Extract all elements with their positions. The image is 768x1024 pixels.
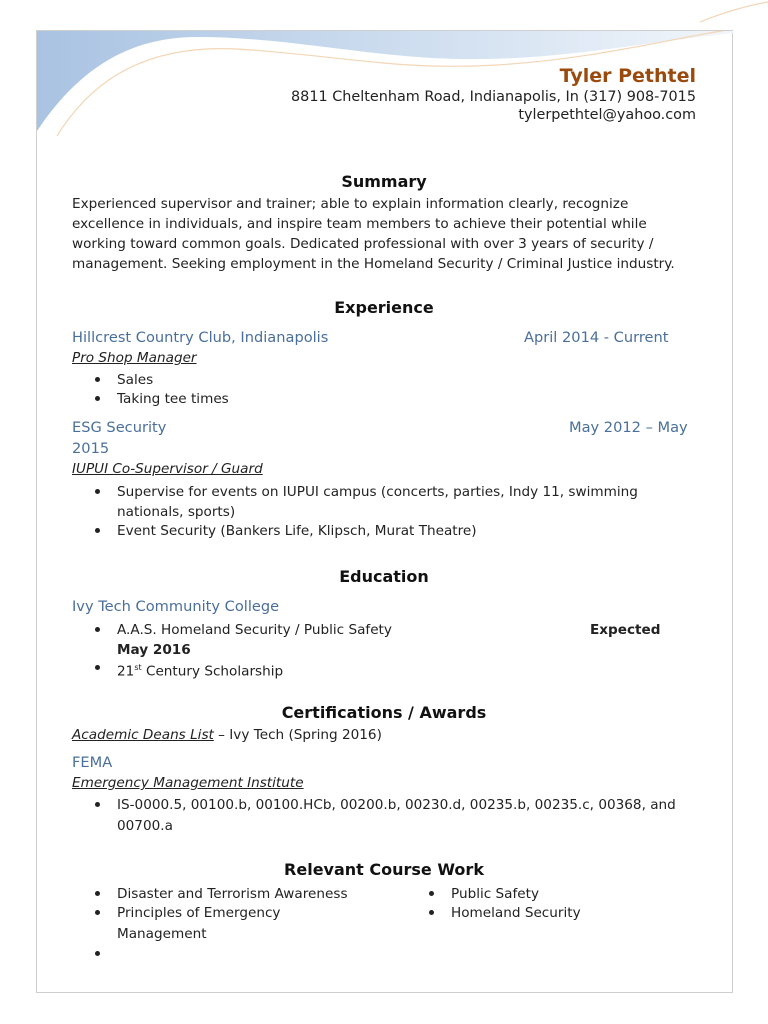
scholarship-ordinal: st [134, 663, 142, 672]
job-2-dates-wrap: 2015 [72, 440, 110, 457]
bullet-dot [429, 910, 434, 915]
job-2-organization: ESG Security [72, 419, 167, 436]
job-1-dates: April 2014 - Current [524, 329, 669, 346]
institute-name: Emergency Management Institute [72, 775, 304, 791]
experience-heading: Experience [334, 298, 434, 317]
scholarship [117, 658, 283, 682]
summary-line: Experienced supervisor and trainer; able to explain information clearly, recognize [72, 196, 629, 212]
education-heading: Education [339, 567, 429, 586]
summary-line: management. Seeking employment in the Homeland Security / Criminal Justice industry. [72, 256, 675, 272]
course-item: Disaster and Terrorism Awareness [117, 886, 348, 902]
bullet-dot [95, 377, 100, 382]
summary-line: working toward common goals. Dedicated professional with over 3 years of security / [72, 236, 654, 252]
corner-swoosh-decoration [700, 0, 768, 30]
degree: A.A.S. Homeland Security / Public Safety [117, 622, 392, 638]
contact-email[interactable]: tylerpethtel@yahoo.com [518, 107, 696, 123]
course-item: Homeland Security [451, 905, 581, 921]
award-title: Academic Deans List [72, 727, 214, 743]
course-item-continuation: Management [117, 926, 207, 942]
job-2-bullet-continuation: nationals, sports) [117, 504, 236, 520]
job-2-bullet: Supervise for events on IUPUI campus (concerts, parties, Indy 11, swimming [117, 484, 638, 500]
job-2-dates: May 2012 – May [569, 419, 688, 436]
bullet-dot [95, 627, 100, 632]
bullet-dot [95, 802, 100, 807]
scholarship-text: Century Scholarship [141, 663, 284, 680]
fema-courses: IS-0000.5, 00100.b, 00100.HCb, 00200.b, 00230.d, 00235.b, 00235.c, 00368, and [117, 797, 676, 813]
job-1-bullet: Taking tee times [117, 391, 229, 407]
school-name: Ivy Tech Community College [72, 598, 280, 615]
summary-heading: Summary [341, 172, 427, 191]
bullet-dot-empty-item [95, 951, 100, 956]
expected-label: Expected [590, 622, 661, 638]
bullet-dot [95, 910, 100, 915]
course-item: Principles of Emergency [117, 905, 281, 921]
job-1-bullet: Sales [117, 372, 154, 388]
job-1-role: Pro Shop Manager [72, 350, 197, 366]
course-item: Public Safety [451, 886, 540, 902]
certifications-heading: Certifications / Awards [281, 703, 487, 722]
job-1-organization: Hillcrest Country Club, Indianapolis [72, 329, 329, 346]
fema-courses-continuation: 00700.a [117, 818, 173, 834]
bullet-dot [95, 665, 100, 670]
scholarship-number: 21 [117, 663, 135, 680]
coursework-heading: Relevant Course Work [284, 860, 484, 879]
award-line [72, 725, 382, 745]
bullet-dot [95, 528, 100, 533]
bullet-dot [429, 891, 434, 896]
candidate-name: Tyler Pethtel [559, 65, 696, 87]
bullet-dot [95, 891, 100, 896]
job-2-bullet: Event Security (Bankers Life, Klipsch, Murat Theatre) [117, 523, 477, 539]
contact-address-phone: 8811 Cheltenham Road, Indianapolis, In (317) 908-7015 [291, 89, 696, 105]
summary-line: excellence in individuals, and inspire team members to achieve their potential while [72, 216, 647, 232]
expected-date: May 2016 [117, 642, 191, 658]
bullet-dot [95, 396, 100, 401]
award-detail: – Ivy Tech (Spring 2016) [213, 727, 382, 743]
bullet-dot [95, 489, 100, 494]
fema-label: FEMA [72, 754, 113, 771]
job-2-role: IUPUI Co-Supervisor / Guard [72, 461, 263, 477]
